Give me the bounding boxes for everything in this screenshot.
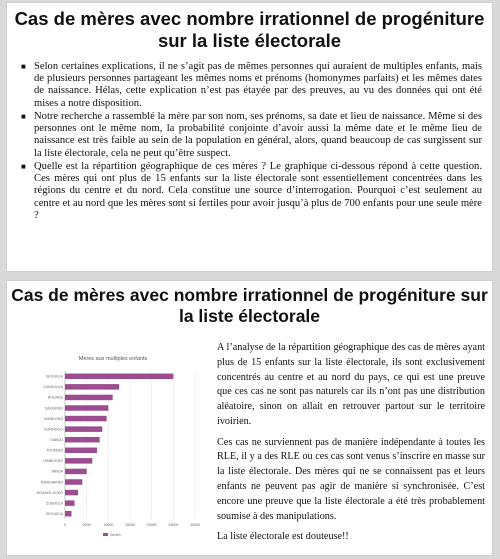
bullet-text: Notre recherche a rassemblé la mère par son nom, ses prénoms, sa date et lieu de naissance. Même si des personnes ont le même nom, la probabilité conjointe d’avoir aussi la même date et le même lieu de naissance est très faible au sein de la population en général, alors, quand beaucoup de cas surgissent sur la liste électorale, cela ne peut qu’être suspect. [34,110,482,159]
slide-1-title: Cas de mères avec nombre irrationnel de progéniture sur la liste électorale [14,8,485,51]
y-tick-label: SEGUELA [46,374,63,379]
x-tick-label: 20000 [146,523,157,527]
y-tick-label: ZUENOULA [43,385,63,390]
bar [65,448,97,453]
x-tick-label: 25000 [168,523,179,527]
y-tick-label: DIMBOKRO [43,459,63,464]
bar [65,469,87,474]
slide-1 [7,3,492,271]
y-tick-label: DABOU [50,438,63,443]
square-bullet-icon: ■ [21,61,26,71]
y-tick-label: KORHOGO [44,427,63,432]
analysis-paragraph: Ces cas ne surviennent pas de manière indépendante à toutes les RLE, il y a des RLE ou ces cas sont venus s’inscrire en masse sur la liste électorale. Des mères qui ne se connaissent pas et leurs enfants ne peuvent pas agir de manière si synchronisée. C’est encore une preuve que la liste électorale a été très probablement soumise à des manipulations. [217,436,485,522]
x-tick-label: 10000 [103,523,114,527]
bar [65,511,72,516]
bullet-item [21,111,482,160]
square-bullet-icon: ■ [21,161,26,171]
y-tick-label: ZUENOLA [46,501,63,506]
x-tick-label: 15000 [125,523,135,527]
legend-swatch [103,533,108,536]
bar [65,490,78,495]
bar [65,395,113,400]
bar [65,416,107,421]
square-bullet-icon: ■ [21,111,26,121]
bar-chart-svg [23,351,203,543]
conclusion-paragraph: La liste électorale est douteuse!! [217,531,349,543]
bullet-item [21,161,482,222]
y-tick-label: MANKONO [44,416,63,421]
analysis-paragraph: A l’analyse de la répartition géographique des cas de mères ayant plus de 15 enfants sur la liste électorale, ils sont exclusivement concentrés au centre et au nord du pays, ce qui est une preuve que ces cas ne sont pas naturels car ils n’ont pas une distribution aléatoire, sinon on allait en retrouver partout sur le territoire ivoirien. [217,342,485,427]
y-tick-label: TOUMODI [46,448,63,453]
bullet-text: Selon certaines explications, il ne s’agit pas de mêmes personnes qui auraient de multiples enfants, mais de plusieurs personnes partageant les mêmes noms et prénoms (homonymes parfaits) et les mêmes dates de naissance. Hélas, cette explication n’est pas étayée par des preuves, au vu des données qui ont été mises a notre disposition. [34,60,482,109]
y-tick-label: DAOUKRO [44,406,63,411]
bullet-item [21,61,482,110]
bar [65,437,100,442]
bar-chart [23,351,203,543]
y-tick-label: BOUAKE [48,395,63,400]
y-tick-label: M'BAHIAKRO [40,480,63,485]
x-tick-label: 5000 [82,523,91,527]
chart-title: Meres aux multiples enfants [78,356,148,362]
slide-2 [7,281,492,555]
bar [65,384,119,389]
y-tick-label: SEGUELA [46,512,63,517]
y-tick-label: BOUAKE-KOKO [36,490,63,495]
bar [65,500,75,505]
y-tick-label: TANDA [51,469,63,474]
analysis-text [217,341,485,551]
bullet-text: Quelle est la répartition géographique de ces mères ? Le graphique ci-dessous répond à cette question. Ces mères qui ont plus de 15 enfants sur la liste électorale sont essentiellement concentrées dans les régions du centre et du nord. Cela constitue une source d’interrogation. Pourquoi c’est seulement au centre et au nord que les mères sont si fertiles pour avoir jusqu’à plus de 700 enfants pour une seule mère ? [34,160,482,222]
x-tick-label: 0 [64,523,66,527]
slide-2-title: Cas de mères avec nombre irrationnel de progéniture sur la liste électorale [11,285,488,326]
legend-label: Série1 [110,533,121,537]
bar [65,374,173,379]
bar [65,458,92,463]
bar [65,405,108,410]
bar [65,426,102,431]
x-tick-label: 30000 [190,523,200,527]
bar [65,479,82,484]
slide-1-bullet-list [21,61,482,223]
